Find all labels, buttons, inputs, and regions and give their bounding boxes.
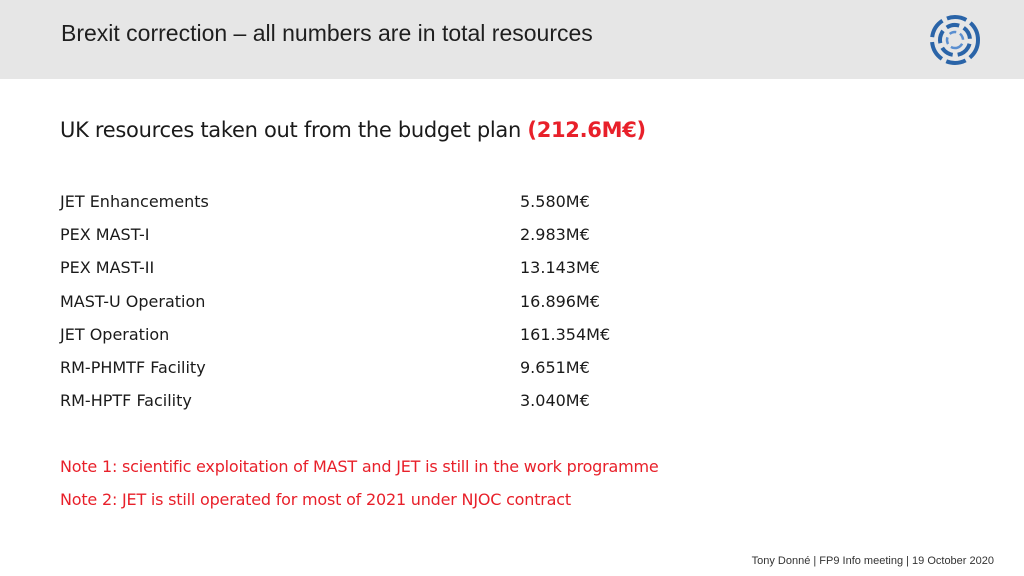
list-item (60, 356, 760, 389)
item-amount: 5.580M€ (520, 192, 590, 211)
subtitle-text: UK resources taken out from the budget plan (60, 118, 528, 142)
item-amount: 9.651M€ (520, 357, 590, 377)
item-label: JET Operation (60, 324, 170, 344)
header-bar (0, 0, 1024, 79)
item-label: PEX MAST-I (60, 225, 150, 245)
list-item (60, 290, 760, 323)
item-label: RM-PHMTF Facility (60, 357, 206, 377)
note-1: Note 1: scientific exploitation of MAST and JET is still in the work programme (60, 457, 659, 476)
item-label: JET Enhancements (60, 192, 209, 211)
resource-list (60, 190, 760, 422)
item-amount: 161.354M€ (520, 324, 611, 344)
list-item (60, 223, 760, 256)
eurofusion-ring-logo-icon (928, 13, 982, 67)
list-item (60, 256, 760, 289)
list-item (60, 323, 760, 356)
list-item (60, 389, 760, 422)
item-amount: 13.143M€ (520, 258, 600, 278)
item-label: RM-HPTF Facility (60, 391, 192, 411)
note-2: Note 2: JET is still operated for most of 2021 under NJOC contract (60, 490, 571, 509)
footer-credit: Tony Donné | FP9 Info meeting | 19 October 2020 (751, 555, 994, 567)
item-label: PEX MAST-II (60, 258, 155, 278)
item-amount: 3.040M€ (520, 391, 590, 411)
total-amount-highlight: (212.6M€) (527, 118, 646, 142)
item-amount: 2.983M€ (520, 225, 590, 245)
item-label: MAST-U Operation (60, 291, 206, 311)
list-item (60, 190, 760, 223)
item-amount: 16.896M€ (520, 291, 600, 311)
slide-title: Brexit correction – all numbers are in total resources (61, 20, 593, 46)
subtitle (60, 118, 646, 142)
